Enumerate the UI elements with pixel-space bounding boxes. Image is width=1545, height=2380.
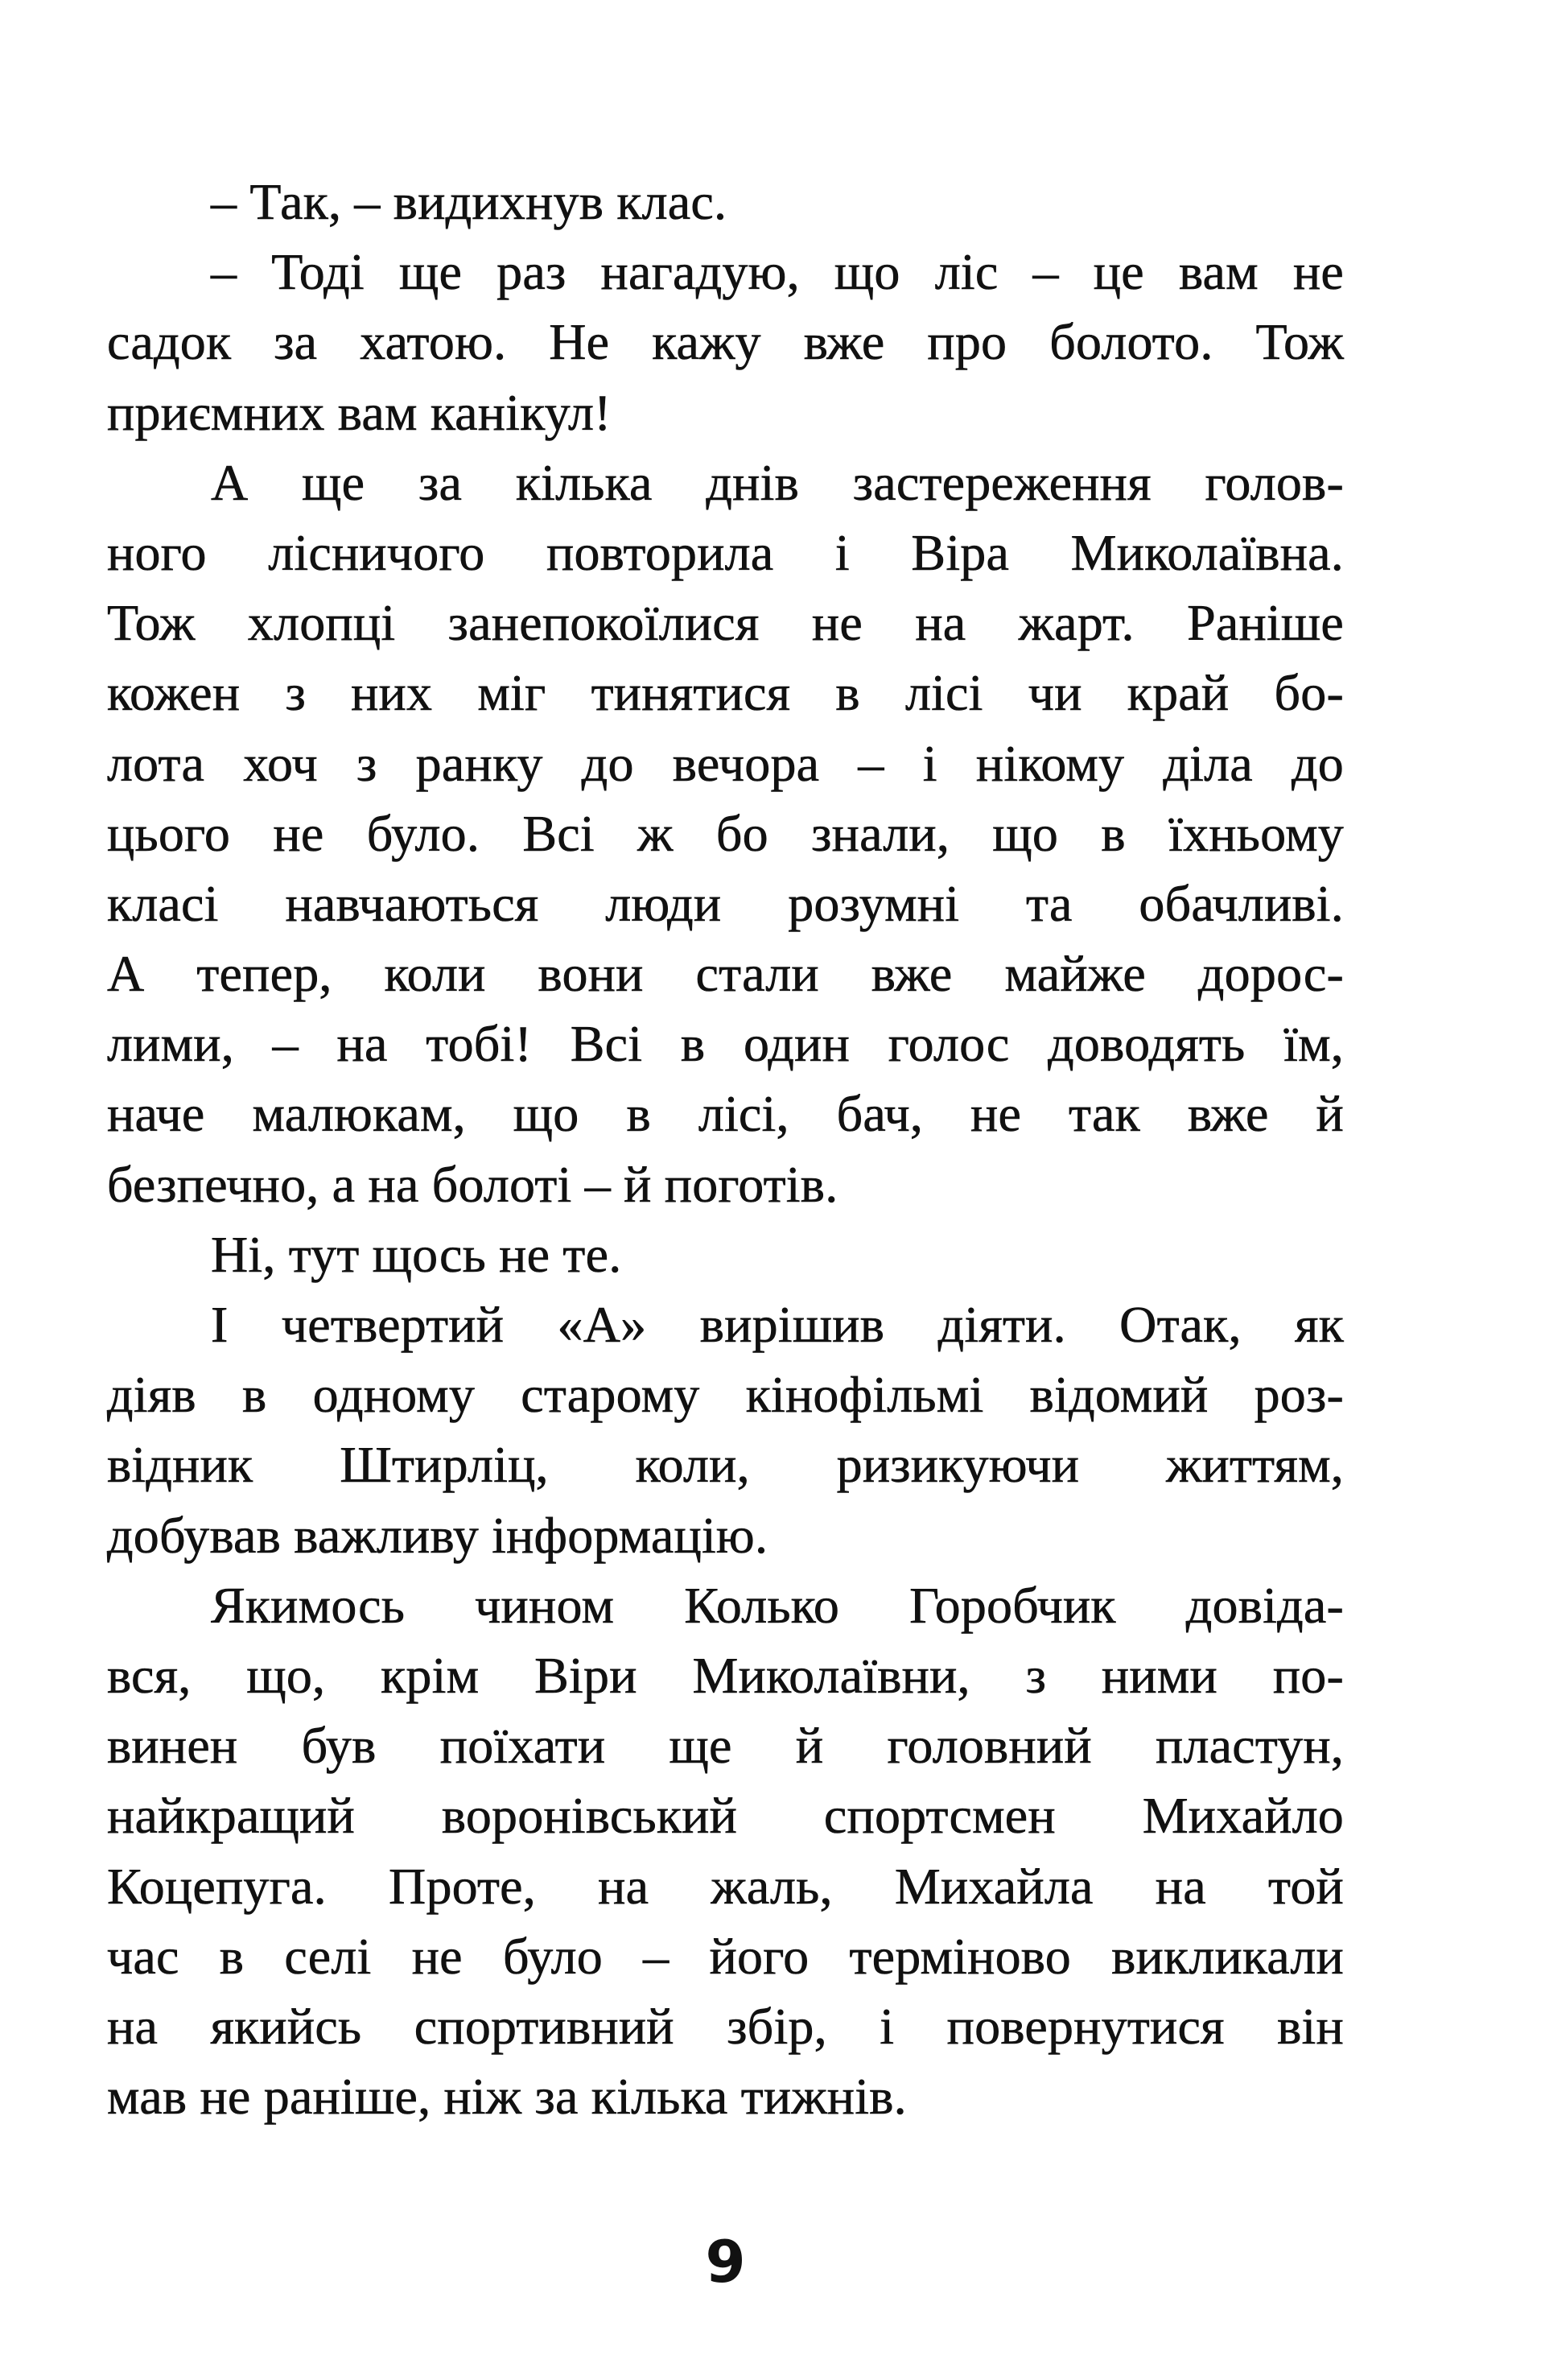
text-line: І четвертий «А» вирішив діяти. Отак, як <box>211 1296 1344 1353</box>
text-line: найкращий воронівський спортсмен Михайло <box>107 1787 1344 1845</box>
text-line: Якимось чином Колько Горобчик довіда- <box>211 1576 1344 1634</box>
text-line: час в селі не було – його терміново викликали <box>107 1927 1344 1985</box>
text-line: класі навчаються люди розумні та обачливі. <box>107 874 1344 932</box>
text-line: мав не раніше, ніж за кілька тижнів. <box>107 2068 907 2126</box>
text-line: – Так, – видихнув клас. <box>211 173 727 230</box>
page-number: 9 <box>705 2228 746 2295</box>
text-line: Коцепуга. Проте, на жаль, Михайла на той <box>107 1857 1344 1915</box>
text-line: А тепер, коли вони стали вже майже дорос- <box>107 945 1344 1003</box>
text-line: – Тоді ще раз нагадую, що ліс – це вам не <box>211 243 1344 301</box>
text-line: винен був поїхати ще й головний пластун, <box>107 1717 1344 1775</box>
text-line: відник Штирліц, коли, ризикуючи життям, <box>107 1436 1344 1494</box>
text-line: ного лісничого повторила і Віра Миколаївна. <box>107 523 1344 581</box>
text-line: лота хоч з ранку до вечора – і нікому діла до <box>107 734 1344 792</box>
text-line: вся, що, крім Віри Миколаївни, з ними по- <box>107 1646 1344 1704</box>
text-line: Ні, тут щось не те. <box>211 1225 622 1283</box>
text-line: цього не було. Всі ж бо знали, що в їхньому <box>107 804 1344 862</box>
text-line: А ще за кілька днів застереження голов- <box>211 453 1344 511</box>
text-line: наче малюкам, що в лісі, бач, не так вже й <box>107 1085 1344 1143</box>
text-line: лими, – на тобі! Всі в один голос доводять їм, <box>107 1015 1344 1073</box>
body-text <box>107 167 1344 2131</box>
text-line: приємних вам канікул! <box>107 383 612 441</box>
text-line: кожен з них міг тинятися в лісі чи край бо- <box>107 664 1344 722</box>
text-line: Тож хлопці занепокоїлися не на жарт. Раніше <box>107 594 1344 652</box>
text-line: садок за хатою. Не кажу вже про болото. Тож <box>107 313 1344 371</box>
text-line: добував важливу інформацію. <box>107 1506 768 1564</box>
text-line: безпечно, а на болоті – й поготів. <box>107 1155 838 1213</box>
text-line: на якийсь спортивний збір, і повернутися він <box>107 1997 1344 2055</box>
text-line: діяв в одному старому кінофільмі відомий роз- <box>107 1366 1344 1424</box>
